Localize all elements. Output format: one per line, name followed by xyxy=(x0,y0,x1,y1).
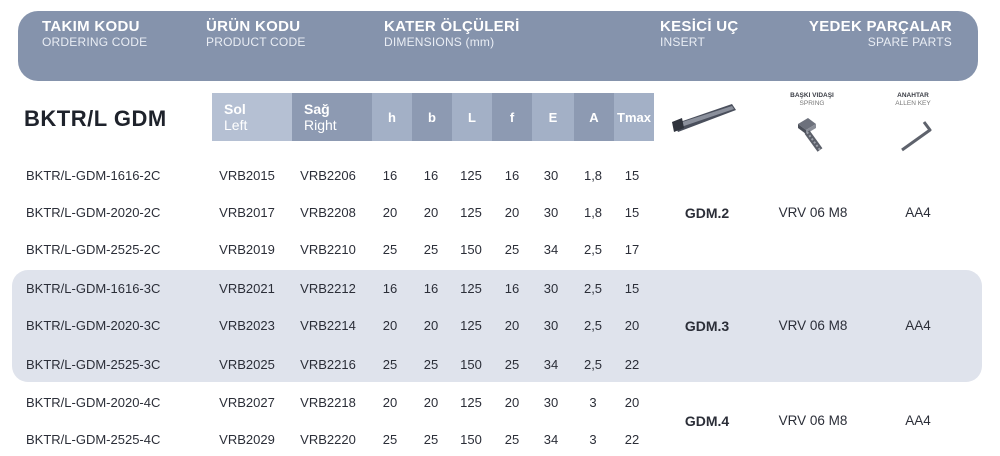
header-dimensions-title: KATER ÖLÇÜLERİ xyxy=(384,18,520,35)
group-spring: VRV 06 M8 xyxy=(778,205,848,220)
header-insert-subtitle: INSERT xyxy=(660,35,705,49)
row-ordering-code: BKTR/L-GDM-2525-4C xyxy=(26,432,161,447)
header-spare-parts xyxy=(809,18,952,50)
row-ordering-code: BKTR/L-GDM-1616-3C xyxy=(26,281,161,296)
row-cell-right: VRB2208 xyxy=(300,205,356,220)
row-cell-tmax: 17 xyxy=(624,242,640,257)
header-spare-title: YEDEK PARÇALAR xyxy=(808,18,952,35)
row-cell-f: 20 xyxy=(504,205,520,220)
header-dimensions xyxy=(384,18,520,50)
product-family-title: BKTR/L GDM xyxy=(24,106,167,131)
row-cell-left: VRB2019 xyxy=(219,242,275,257)
row-cell-f: 25 xyxy=(504,242,520,257)
row-cell-right: VRB2212 xyxy=(300,281,356,296)
row-cell-left: VRB2015 xyxy=(219,168,275,183)
row-cell-f: 16 xyxy=(504,281,520,296)
row-cell-l: 150 xyxy=(460,242,482,257)
row-cell-tmax: 15 xyxy=(624,205,640,220)
header-spare-subtitle: SPARE PARTS xyxy=(867,35,952,49)
row-cell-f: 16 xyxy=(504,168,520,183)
left-label: Sol xyxy=(224,100,246,117)
column-header-l: L xyxy=(452,93,492,141)
insert-tool-icon xyxy=(668,98,740,138)
row-cell-e: 30 xyxy=(543,168,559,183)
row-cell-b: 16 xyxy=(423,281,439,296)
column-header-f: f xyxy=(492,93,532,141)
group-key: AA4 xyxy=(905,318,931,333)
row-cell-a: 2,5 xyxy=(583,281,603,296)
header-product-subtitle: PRODUCT CODE xyxy=(206,35,306,49)
row-cell-right: VRB2206 xyxy=(300,168,356,183)
row-cell-l: 150 xyxy=(460,357,482,372)
row-cell-l: 125 xyxy=(460,318,482,333)
row-ordering-code: BKTR/L-GDM-2020-2C xyxy=(26,205,161,220)
row-cell-f: 25 xyxy=(504,357,520,372)
spring-label-title: BAŞKI VIDAŞI xyxy=(790,92,834,99)
spring-label-sub: SPRING xyxy=(799,100,825,107)
column-header-b: b xyxy=(412,93,452,141)
row-ordering-code: BKTR/L-GDM-2020-3C xyxy=(26,318,161,333)
column-header-tmax: Tmax xyxy=(614,93,654,141)
row-cell-b: 25 xyxy=(423,242,439,257)
row-cell-f: 25 xyxy=(504,432,520,447)
row-cell-e: 34 xyxy=(543,357,559,372)
row-cell-f: 20 xyxy=(504,318,520,333)
right-label: Sağ xyxy=(304,100,330,117)
row-cell-a: 2,5 xyxy=(583,357,603,372)
column-header-e: E xyxy=(532,93,574,141)
row-cell-right: VRB2210 xyxy=(300,242,356,257)
row-cell-h: 25 xyxy=(382,357,398,372)
key-label xyxy=(895,92,930,108)
row-cell-h: 20 xyxy=(382,318,398,333)
row-ordering-code: BKTR/L-GDM-1616-2C xyxy=(26,168,161,183)
row-cell-b: 20 xyxy=(423,318,439,333)
row-ordering-code: BKTR/L-GDM-2020-4C xyxy=(26,395,161,410)
row-cell-l: 125 xyxy=(460,281,482,296)
row-cell-b: 16 xyxy=(423,168,439,183)
header-ordering-code xyxy=(42,18,147,50)
row-cell-h: 16 xyxy=(382,281,398,296)
key-label-sub: ALLEN KEY xyxy=(895,100,931,107)
row-cell-a: 2,5 xyxy=(583,318,603,333)
group-spring: VRV 06 M8 xyxy=(778,413,848,428)
row-cell-right: VRB2216 xyxy=(300,357,356,372)
row-cell-left: VRB2027 xyxy=(219,395,275,410)
row-cell-h: 16 xyxy=(382,168,398,183)
row-cell-right: VRB2214 xyxy=(300,318,356,333)
row-cell-e: 30 xyxy=(543,281,559,296)
group-insert: GDM.3 xyxy=(684,318,730,334)
header-insert xyxy=(660,18,739,50)
header-product-code xyxy=(206,18,306,50)
spring-label xyxy=(790,92,834,108)
group-spring: VRV 06 M8 xyxy=(778,318,848,333)
row-cell-l: 150 xyxy=(460,432,482,447)
row-cell-left: VRB2023 xyxy=(219,318,275,333)
column-header-left xyxy=(212,93,292,141)
row-cell-a: 1,8 xyxy=(583,168,603,183)
row-cell-left: VRB2025 xyxy=(219,357,275,372)
row-cell-e: 30 xyxy=(543,395,559,410)
row-cell-h: 25 xyxy=(382,432,398,447)
row-cell-b: 25 xyxy=(423,432,439,447)
row-ordering-code: BKTR/L-GDM-2525-2C xyxy=(26,242,161,257)
row-cell-left: VRB2017 xyxy=(219,205,275,220)
row-cell-e: 30 xyxy=(543,318,559,333)
row-cell-tmax: 20 xyxy=(624,395,640,410)
row-cell-l: 125 xyxy=(460,395,482,410)
row-cell-right: VRB2218 xyxy=(300,395,356,410)
row-cell-h: 25 xyxy=(382,242,398,257)
row-cell-l: 125 xyxy=(460,205,482,220)
allen-key-icon xyxy=(898,118,938,154)
row-cell-l: 125 xyxy=(460,168,482,183)
row-cell-b: 25 xyxy=(423,357,439,372)
group-key: AA4 xyxy=(905,205,931,220)
group-insert: GDM.2 xyxy=(684,205,730,221)
row-cell-h: 20 xyxy=(382,395,398,410)
header-insert-title: KESİCİ UÇ xyxy=(660,18,739,35)
row-cell-a: 1,8 xyxy=(583,205,603,220)
row-cell-f: 20 xyxy=(504,395,520,410)
key-label-title: ANAHTAR xyxy=(897,92,929,99)
row-cell-left: VRB2021 xyxy=(219,281,275,296)
row-cell-tmax: 15 xyxy=(624,168,640,183)
row-cell-tmax: 22 xyxy=(624,357,640,372)
left-sublabel: Left xyxy=(224,116,248,133)
group-insert: GDM.4 xyxy=(684,413,730,429)
row-cell-h: 20 xyxy=(382,205,398,220)
column-header-a: A xyxy=(574,93,614,141)
right-sublabel: Right xyxy=(304,116,337,133)
row-cell-e: 30 xyxy=(543,205,559,220)
group-key: AA4 xyxy=(905,413,931,428)
row-cell-right: VRB2220 xyxy=(300,432,356,447)
screw-icon xyxy=(794,116,830,154)
row-cell-tmax: 15 xyxy=(624,281,640,296)
row-cell-a: 3 xyxy=(589,395,597,410)
column-header-right xyxy=(292,93,372,141)
row-cell-left: VRB2029 xyxy=(219,432,275,447)
row-cell-tmax: 22 xyxy=(624,432,640,447)
row-cell-b: 20 xyxy=(423,205,439,220)
header-ordering-title: TAKIM KODU xyxy=(42,18,140,35)
header-dimensions-subtitle: DIMENSIONS (mm) xyxy=(384,35,495,49)
row-cell-a: 3 xyxy=(589,432,597,447)
column-header-h: h xyxy=(372,93,412,141)
header-ordering-subtitle: ORDERING CODE xyxy=(42,35,148,49)
row-cell-tmax: 20 xyxy=(624,318,640,333)
row-cell-e: 34 xyxy=(543,432,559,447)
row-cell-b: 20 xyxy=(423,395,439,410)
row-ordering-code: BKTR/L-GDM-2525-3C xyxy=(26,357,161,372)
header-product-title: ÜRÜN KODU xyxy=(206,18,301,35)
row-cell-e: 34 xyxy=(543,242,559,257)
row-cell-a: 2,5 xyxy=(583,242,603,257)
